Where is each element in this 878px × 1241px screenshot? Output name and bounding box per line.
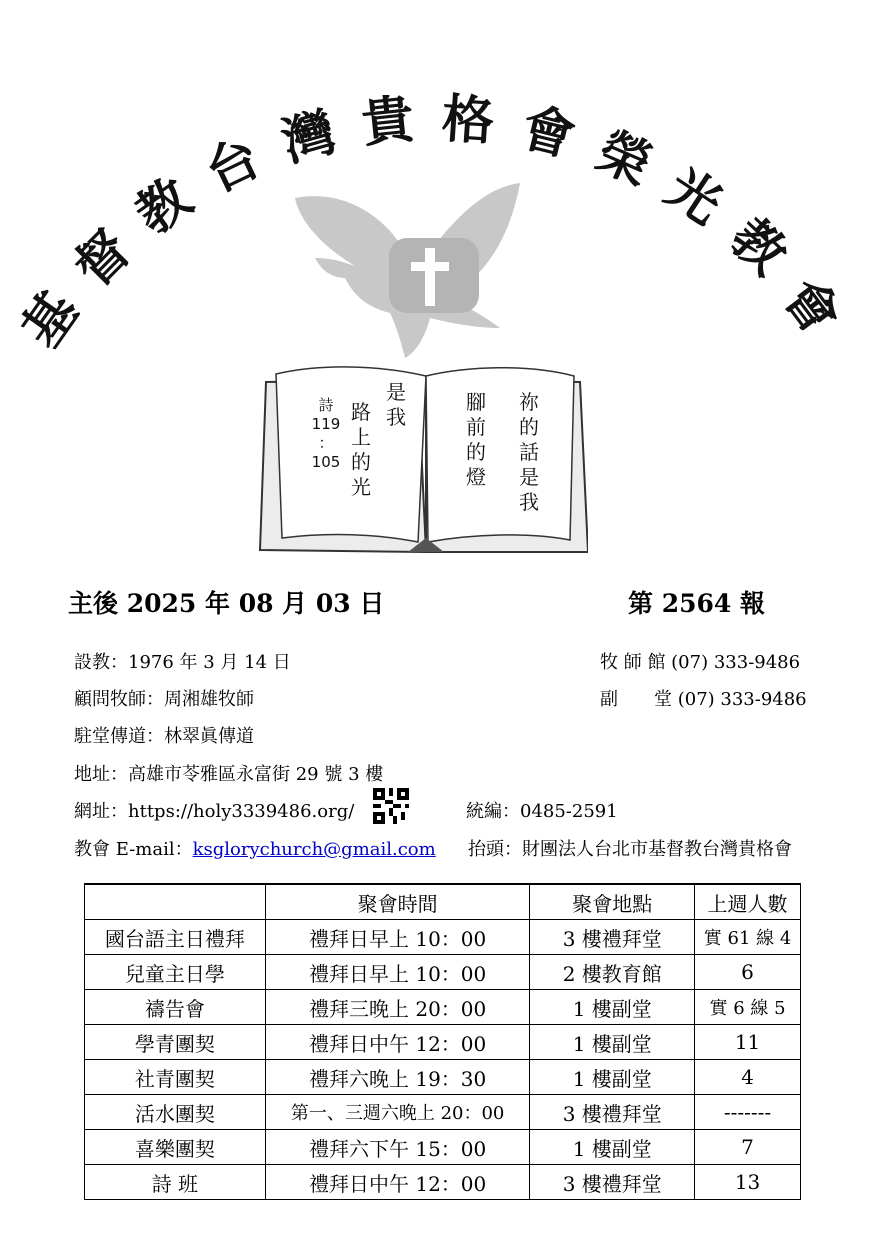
- church-email-row: [74, 835, 436, 861]
- church-title-char: 光: [656, 158, 733, 237]
- meeting-place: 1 樓副堂: [530, 990, 695, 1025]
- bulletin-date: 主後 2025 年 08 月 03 日: [68, 589, 385, 618]
- table-row: [85, 1130, 801, 1165]
- resident-preacher: 駐堂傳道：林翠眞傳道: [74, 726, 254, 747]
- attendance-count: 實 61 線 4: [695, 920, 801, 955]
- advisor-pastor: 顧問牧師：周湘雄牧師: [74, 689, 254, 710]
- church-address: 地址：高雄市苓雅區永富街 29 號 3 樓: [74, 764, 384, 785]
- meeting-place: 1 樓副堂: [530, 1130, 695, 1165]
- meeting-time: 禮拜六下午 15：00: [265, 1130, 530, 1165]
- table-row: [85, 920, 801, 955]
- header-time: 聚會時間: [265, 884, 530, 920]
- organization-heading: 抬頭：財團法人台北市基督教台灣貴格會: [468, 839, 792, 860]
- meeting-schedule-table: [84, 883, 801, 1200]
- deputy-hall-phone: 副 堂 (07) 333-9486: [600, 689, 807, 710]
- verse-book: 詩: [318, 396, 334, 414]
- bible-text-right-a: 祢的話是我: [519, 390, 539, 514]
- church-title-char: 會: [771, 268, 851, 346]
- meeting-name: 活水團契: [85, 1095, 266, 1130]
- meeting-name: 國台語主日禮拜: [85, 920, 266, 955]
- bible-text-right-b: 腳前的燈: [466, 390, 486, 489]
- church-title-char: 督: [62, 219, 143, 299]
- table-row: [85, 1095, 801, 1130]
- meeting-time: 禮拜六晚上 19：30: [265, 1060, 530, 1095]
- table-row: [85, 955, 801, 990]
- attendance-count: 7: [695, 1130, 801, 1165]
- bible-text-left-b: 路上的光: [351, 400, 371, 499]
- verse-chapter: 119: [311, 415, 341, 433]
- meeting-time: 第一、三週六晚上 20：00: [265, 1095, 530, 1130]
- church-title-char: 格: [440, 89, 497, 153]
- open-bible-graphic: [258, 362, 588, 562]
- meeting-place: 3 樓禮拜堂: [530, 1165, 695, 1200]
- meeting-time: 禮拜日中午 12：00: [265, 1025, 530, 1060]
- meeting-place: 1 樓副堂: [530, 1060, 695, 1095]
- attendance-count: 11: [695, 1025, 801, 1060]
- attendance-count: 4: [695, 1060, 801, 1095]
- meeting-place: 2 樓教育館: [530, 955, 695, 990]
- attendance-count: -------: [695, 1095, 801, 1130]
- church-title-char: 貴: [358, 89, 417, 156]
- church-title-char: 台: [196, 127, 270, 205]
- meeting-time: 禮拜日中午 12：00: [265, 1165, 530, 1200]
- attendance-count: 實 6 線 5: [695, 990, 801, 1025]
- table-row: [85, 990, 801, 1025]
- header-attendance: 上週人數: [695, 884, 801, 920]
- meeting-name: 喜樂團契: [85, 1130, 266, 1165]
- church-title-char: 灣: [275, 101, 342, 174]
- header-meeting: [85, 884, 266, 920]
- dove-logo: [285, 178, 525, 358]
- bulletin-issue-number: 第 2564 報: [628, 589, 765, 618]
- attendance-count: 13: [695, 1165, 801, 1200]
- header-place: 聚會地點: [530, 884, 695, 920]
- meeting-place: 3 樓禮拜堂: [530, 1095, 695, 1130]
- church-title-char: 榮: [587, 121, 660, 198]
- table-row: [85, 1025, 801, 1060]
- church-title-char: 基: [11, 281, 91, 359]
- meeting-name: 兒童主日學: [85, 955, 266, 990]
- email-link[interactable]: ksglorychurch@gmail.com: [192, 839, 436, 860]
- bible-text-left-a: 是我: [386, 380, 406, 429]
- verse-reference: [310, 396, 342, 472]
- church-title-char: 會: [515, 98, 580, 169]
- church-title-char: 教: [125, 167, 203, 247]
- table-row: [85, 1165, 801, 1200]
- meeting-name: 禱告會: [85, 990, 266, 1025]
- church-title-char: 教: [718, 207, 798, 287]
- pastor-house-phone: 牧 師 館 (07) 333-9486: [600, 652, 801, 673]
- table-header-row: [85, 884, 801, 920]
- founded-date: 設教：1976 年 3 月 14 日: [74, 652, 291, 673]
- email-label: 教會 E-mail：: [74, 839, 193, 860]
- meeting-name: 社青團契: [85, 1060, 266, 1095]
- meeting-name: 詩 班: [85, 1165, 266, 1200]
- verse-colon: ：: [318, 434, 334, 452]
- verse-number: 105: [311, 453, 341, 471]
- attendance-count: 6: [695, 955, 801, 990]
- table-row: [85, 1060, 801, 1095]
- tax-id: 統編：0485-2591: [466, 801, 618, 822]
- church-website[interactable]: 網址：https://holy3339486.org/: [74, 801, 355, 822]
- meeting-place: 3 樓禮拜堂: [530, 920, 695, 955]
- meeting-time: 禮拜三晚上 20：00: [265, 990, 530, 1025]
- qr-code-icon[interactable]: [373, 788, 409, 824]
- meeting-time: 禮拜日早上 10：00: [265, 955, 530, 990]
- meeting-place: 1 樓副堂: [530, 1025, 695, 1060]
- meeting-time: 禮拜日早上 10：00: [265, 920, 530, 955]
- meeting-name: 學青團契: [85, 1025, 266, 1060]
